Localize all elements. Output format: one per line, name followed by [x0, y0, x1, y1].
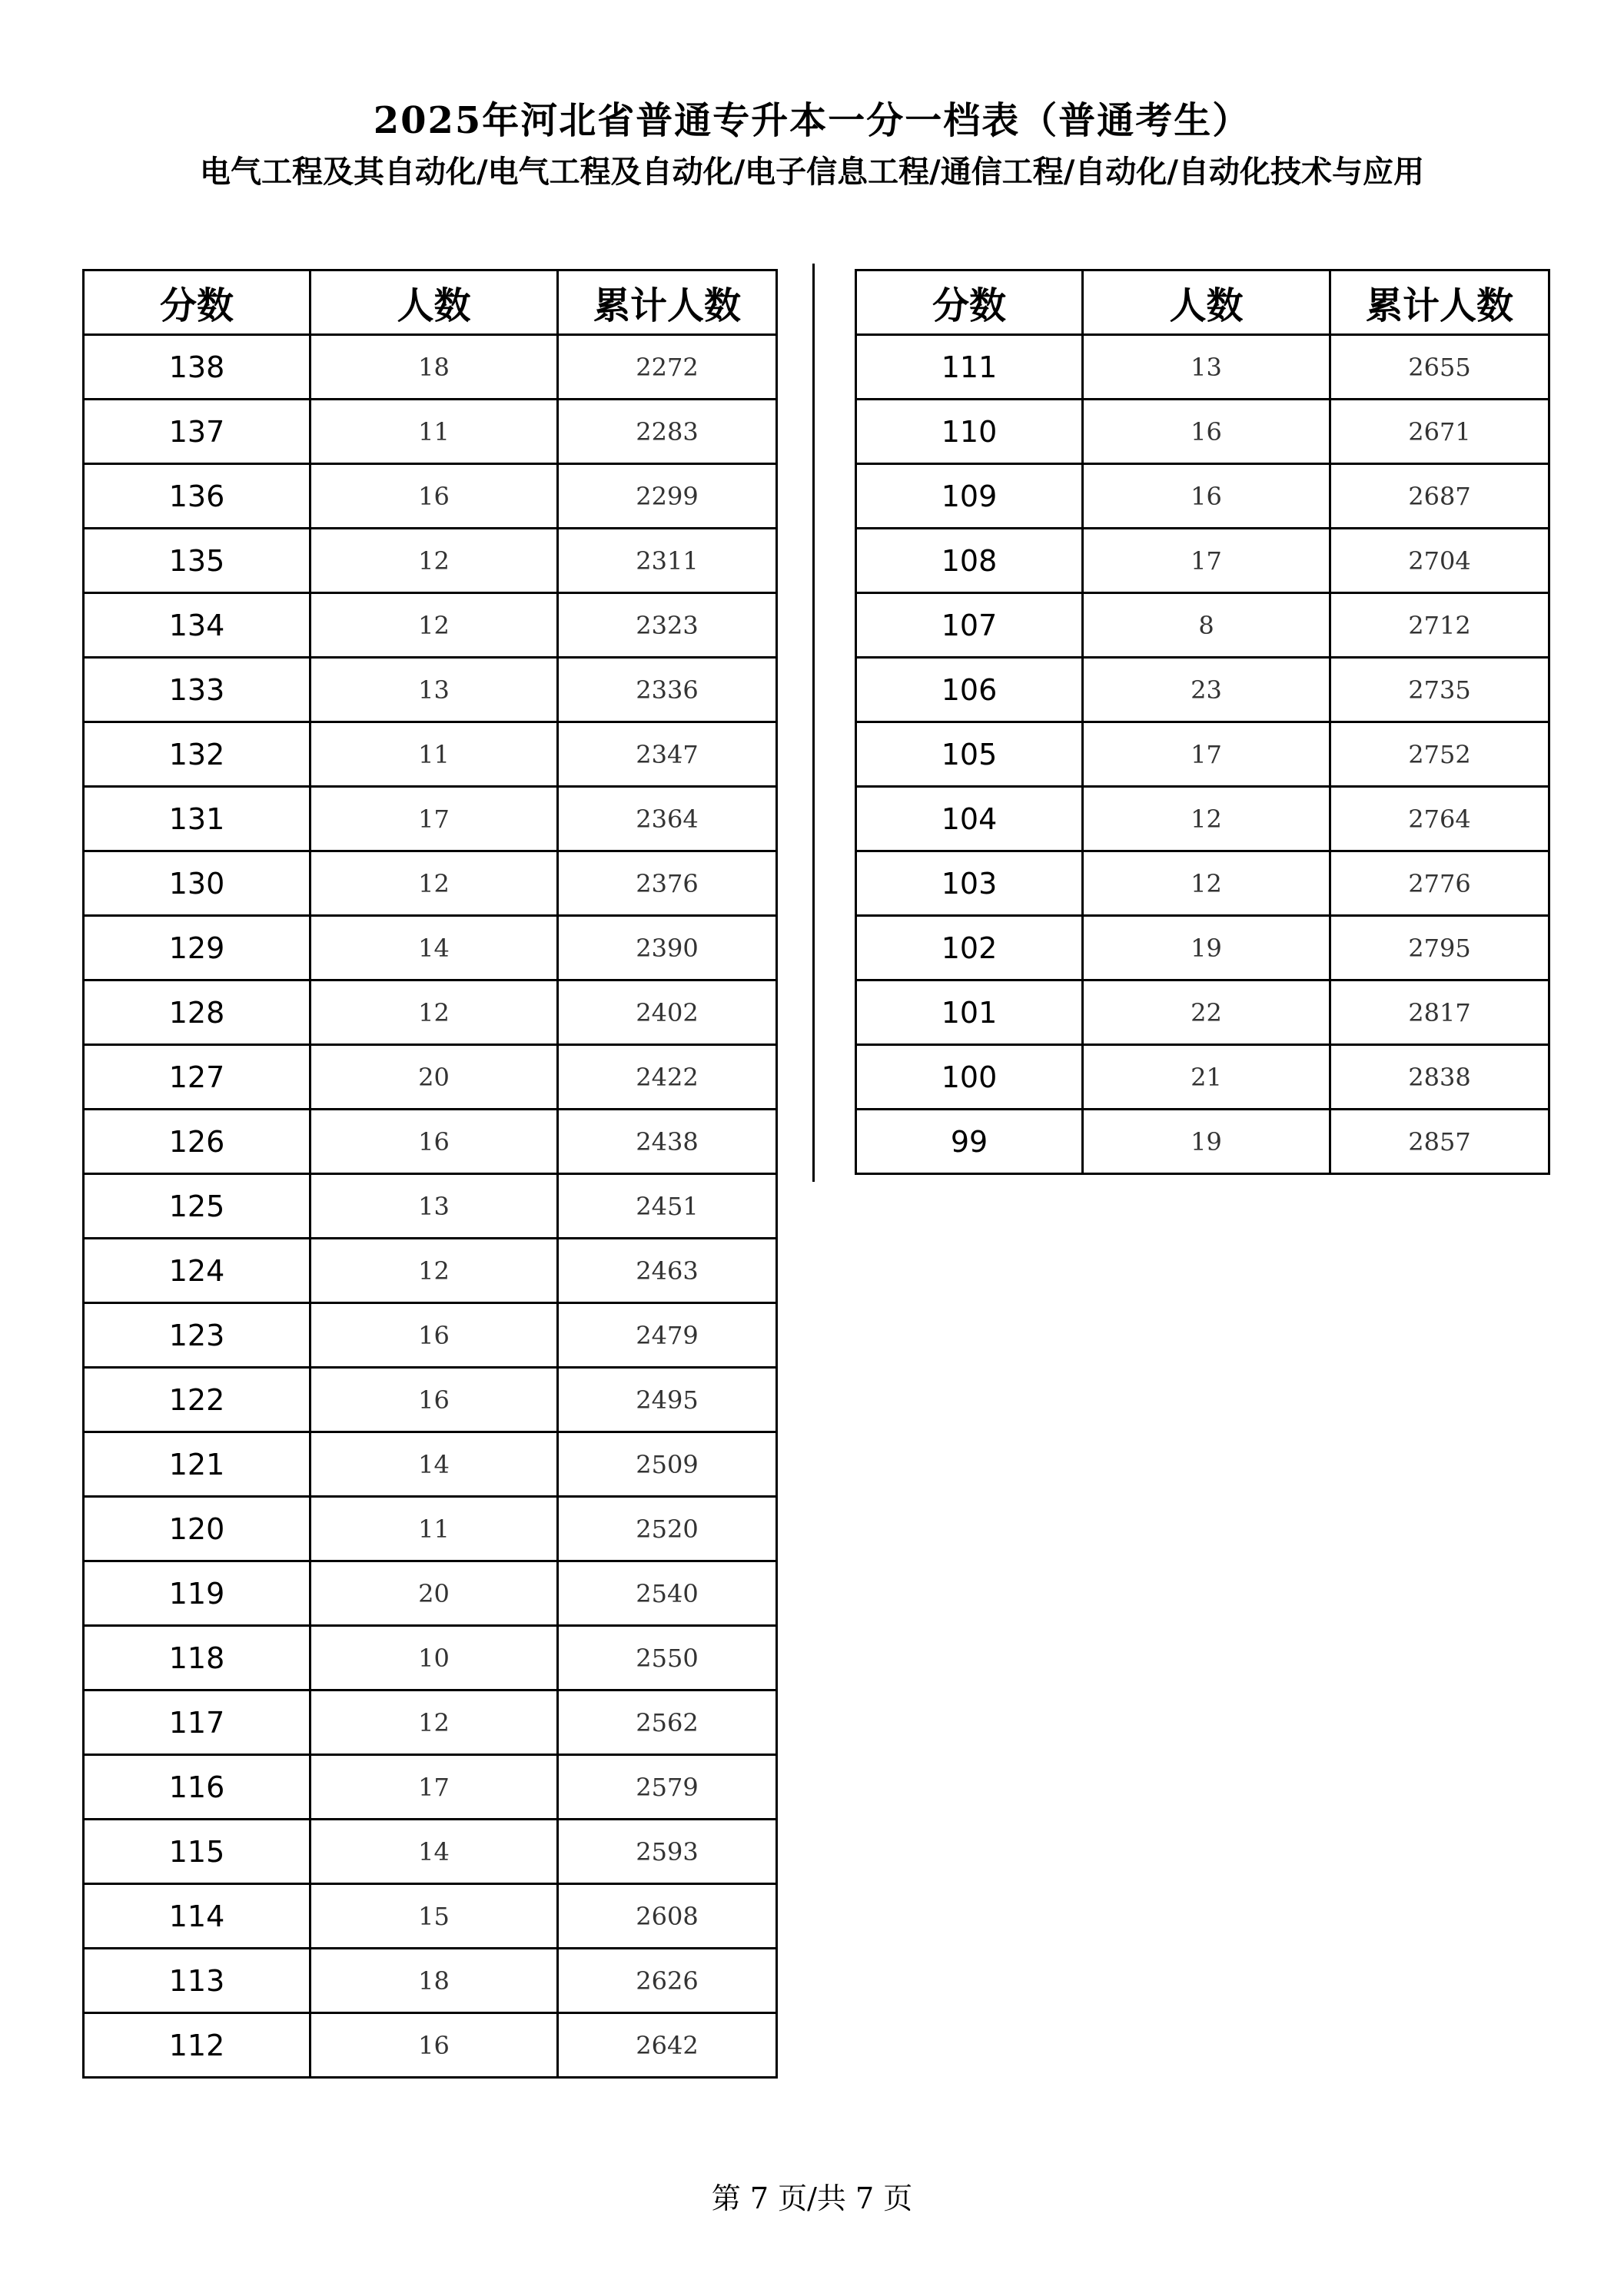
cumulative-cell: 2712 — [1330, 593, 1549, 658]
score-cell: 107 — [856, 593, 1083, 658]
score-cell: 104 — [856, 787, 1083, 851]
count-cell: 14 — [311, 1432, 558, 1497]
count-cell: 16 — [311, 1303, 558, 1368]
cumulative-cell: 2451 — [558, 1174, 777, 1239]
score-table-left — [82, 269, 778, 2079]
cumulative-cell: 2857 — [1330, 1110, 1549, 1174]
count-cell: 17 — [311, 787, 558, 851]
table-row — [84, 1045, 777, 1110]
table-row — [84, 1432, 777, 1497]
count-cell: 17 — [1083, 722, 1330, 787]
count-cell: 16 — [311, 1368, 558, 1432]
cumulative-cell: 2593 — [558, 1820, 777, 1884]
table-row — [84, 464, 777, 529]
count-cell: 18 — [311, 335, 558, 400]
cumulative-cell: 2479 — [558, 1303, 777, 1368]
cumulative-cell: 2422 — [558, 1045, 777, 1110]
score-cell: 134 — [84, 593, 311, 658]
cumulative-cell: 2704 — [1330, 529, 1549, 593]
score-cell: 114 — [84, 1884, 311, 1949]
score-cell: 116 — [84, 1755, 311, 1820]
score-cell: 118 — [84, 1626, 311, 1690]
table-row — [84, 980, 777, 1045]
table-row — [856, 658, 1549, 722]
cumulative-cell: 2347 — [558, 722, 777, 787]
score-cell: 122 — [84, 1368, 311, 1432]
count-cell: 13 — [311, 1174, 558, 1239]
table-row — [84, 787, 777, 851]
score-cell: 117 — [84, 1690, 311, 1755]
score-table-right — [855, 269, 1550, 1175]
count-cell: 12 — [311, 1239, 558, 1303]
table-row — [84, 1561, 777, 1626]
cumulative-cell: 2671 — [1330, 400, 1549, 464]
score-cell: 100 — [856, 1045, 1083, 1110]
cumulative-cell: 2495 — [558, 1368, 777, 1432]
score-cell: 113 — [84, 1949, 311, 2013]
score-cell: 133 — [84, 658, 311, 722]
count-cell: 12 — [311, 980, 558, 1045]
count-cell: 16 — [311, 2013, 558, 2078]
score-cell: 125 — [84, 1174, 311, 1239]
score-cell: 137 — [84, 400, 311, 464]
column-divider — [812, 264, 815, 1182]
count-cell: 12 — [311, 593, 558, 658]
table-row — [856, 464, 1549, 529]
table-row — [856, 1045, 1549, 1110]
score-cell: 99 — [856, 1110, 1083, 1174]
count-cell: 16 — [311, 464, 558, 529]
cumulative-cell: 2626 — [558, 1949, 777, 2013]
cumulative-cell: 2579 — [558, 1755, 777, 1820]
count-cell: 11 — [311, 1497, 558, 1561]
count-cell: 12 — [311, 529, 558, 593]
score-cell: 105 — [856, 722, 1083, 787]
count-cell: 17 — [1083, 529, 1330, 593]
table-row — [84, 400, 777, 464]
score-cell: 101 — [856, 980, 1083, 1045]
cumulative-cell: 2323 — [558, 593, 777, 658]
cumulative-cell: 2364 — [558, 787, 777, 851]
score-cell: 124 — [84, 1239, 311, 1303]
table-row — [84, 1949, 777, 2013]
cumulative-cell: 2817 — [1330, 980, 1549, 1045]
count-cell: 12 — [311, 851, 558, 916]
cumulative-cell: 2390 — [558, 916, 777, 980]
table-row — [84, 593, 777, 658]
table-row — [856, 980, 1549, 1045]
column-header-score: 分数 — [84, 270, 311, 335]
column-header-score: 分数 — [856, 270, 1083, 335]
score-cell: 106 — [856, 658, 1083, 722]
count-cell: 22 — [1083, 980, 1330, 1045]
cumulative-cell: 2550 — [558, 1626, 777, 1690]
count-cell: 23 — [1083, 658, 1330, 722]
table-row — [84, 851, 777, 916]
count-cell: 19 — [1083, 1110, 1330, 1174]
table-row — [856, 787, 1549, 851]
table-row — [84, 658, 777, 722]
cumulative-cell: 2608 — [558, 1884, 777, 1949]
table-row — [84, 1303, 777, 1368]
table-row — [856, 400, 1549, 464]
cumulative-cell: 2655 — [1330, 335, 1549, 400]
score-cell: 121 — [84, 1432, 311, 1497]
cumulative-cell: 2283 — [558, 400, 777, 464]
table-row — [84, 2013, 777, 2078]
score-cell: 109 — [856, 464, 1083, 529]
cumulative-cell: 2642 — [558, 2013, 777, 2078]
score-cell: 110 — [856, 400, 1083, 464]
column-header-cumulative: 累计人数 — [558, 270, 777, 335]
column-header-count: 人数 — [1083, 270, 1330, 335]
score-cell: 138 — [84, 335, 311, 400]
count-cell: 11 — [311, 722, 558, 787]
page-footer: 第 7 页/共 7 页 — [711, 2182, 913, 2215]
table-row — [84, 1239, 777, 1303]
count-cell: 19 — [1083, 916, 1330, 980]
count-cell: 13 — [311, 658, 558, 722]
count-cell: 11 — [311, 400, 558, 464]
score-cell: 130 — [84, 851, 311, 916]
score-cell: 115 — [84, 1820, 311, 1884]
score-cell: 112 — [84, 2013, 311, 2078]
table-header-row — [84, 270, 777, 335]
count-cell: 20 — [311, 1045, 558, 1110]
score-cell: 120 — [84, 1497, 311, 1561]
table-row — [84, 722, 777, 787]
table-row — [84, 335, 777, 400]
cumulative-cell: 2735 — [1330, 658, 1549, 722]
score-cell: 131 — [84, 787, 311, 851]
cumulative-cell: 2562 — [558, 1690, 777, 1755]
cumulative-cell: 2540 — [558, 1561, 777, 1626]
cumulative-cell: 2272 — [558, 335, 777, 400]
score-cell: 136 — [84, 464, 311, 529]
count-cell: 15 — [311, 1884, 558, 1949]
count-cell: 8 — [1083, 593, 1330, 658]
count-cell: 14 — [311, 916, 558, 980]
cumulative-cell: 2299 — [558, 464, 777, 529]
cumulative-cell: 2776 — [1330, 851, 1549, 916]
table-row — [84, 529, 777, 593]
cumulative-cell: 2838 — [1330, 1045, 1549, 1110]
table-row — [856, 916, 1549, 980]
table-row — [84, 1497, 777, 1561]
score-cell: 111 — [856, 335, 1083, 400]
score-cell: 119 — [84, 1561, 311, 1626]
count-cell: 12 — [1083, 787, 1330, 851]
count-cell: 16 — [311, 1110, 558, 1174]
table-row — [84, 1368, 777, 1432]
score-cell: 129 — [84, 916, 311, 980]
score-cell: 103 — [856, 851, 1083, 916]
table-header-row — [856, 270, 1549, 335]
cumulative-cell: 2795 — [1330, 916, 1549, 980]
count-cell: 12 — [311, 1690, 558, 1755]
count-cell: 12 — [1083, 851, 1330, 916]
table-row — [856, 593, 1549, 658]
table-row — [84, 1174, 777, 1239]
count-cell: 21 — [1083, 1045, 1330, 1110]
table-row — [856, 529, 1549, 593]
score-cell: 123 — [84, 1303, 311, 1368]
cumulative-cell: 2311 — [558, 529, 777, 593]
table-row — [84, 1755, 777, 1820]
cumulative-cell: 2376 — [558, 851, 777, 916]
score-cell: 132 — [84, 722, 311, 787]
count-cell: 20 — [311, 1561, 558, 1626]
table-row — [856, 722, 1549, 787]
table-row — [84, 1690, 777, 1755]
cumulative-cell: 2509 — [558, 1432, 777, 1497]
table-row — [84, 1820, 777, 1884]
table-row — [84, 1626, 777, 1690]
table-row — [856, 335, 1549, 400]
count-cell: 18 — [311, 1949, 558, 2013]
cumulative-cell: 2520 — [558, 1497, 777, 1561]
count-cell: 13 — [1083, 335, 1330, 400]
cumulative-cell: 2402 — [558, 980, 777, 1045]
cumulative-cell: 2438 — [558, 1110, 777, 1174]
table-row — [84, 916, 777, 980]
score-cell: 108 — [856, 529, 1083, 593]
cumulative-cell: 2687 — [1330, 464, 1549, 529]
count-cell: 16 — [1083, 464, 1330, 529]
score-cell: 102 — [856, 916, 1083, 980]
score-cell: 135 — [84, 529, 311, 593]
table-row — [856, 1110, 1549, 1174]
count-cell: 16 — [1083, 400, 1330, 464]
cumulative-cell: 2764 — [1330, 787, 1549, 851]
cumulative-cell: 2752 — [1330, 722, 1549, 787]
column-header-cumulative: 累计人数 — [1330, 270, 1549, 335]
score-cell: 127 — [84, 1045, 311, 1110]
table-row — [84, 1884, 777, 1949]
count-cell: 17 — [311, 1755, 558, 1820]
page-title: 2025年河北省普通专升本一分一档表（普通考生） — [373, 99, 1251, 142]
score-cell: 126 — [84, 1110, 311, 1174]
count-cell: 10 — [311, 1626, 558, 1690]
cumulative-cell: 2463 — [558, 1239, 777, 1303]
score-cell: 128 — [84, 980, 311, 1045]
page-subtitle: 电气工程及其自动化/电气工程及自动化/电子信息工程/通信工程/自动化/自动化技术与应用 — [199, 154, 1425, 190]
column-header-count: 人数 — [311, 270, 558, 335]
count-cell: 14 — [311, 1820, 558, 1884]
cumulative-cell: 2336 — [558, 658, 777, 722]
table-row — [84, 1110, 777, 1174]
table-row — [856, 851, 1549, 916]
